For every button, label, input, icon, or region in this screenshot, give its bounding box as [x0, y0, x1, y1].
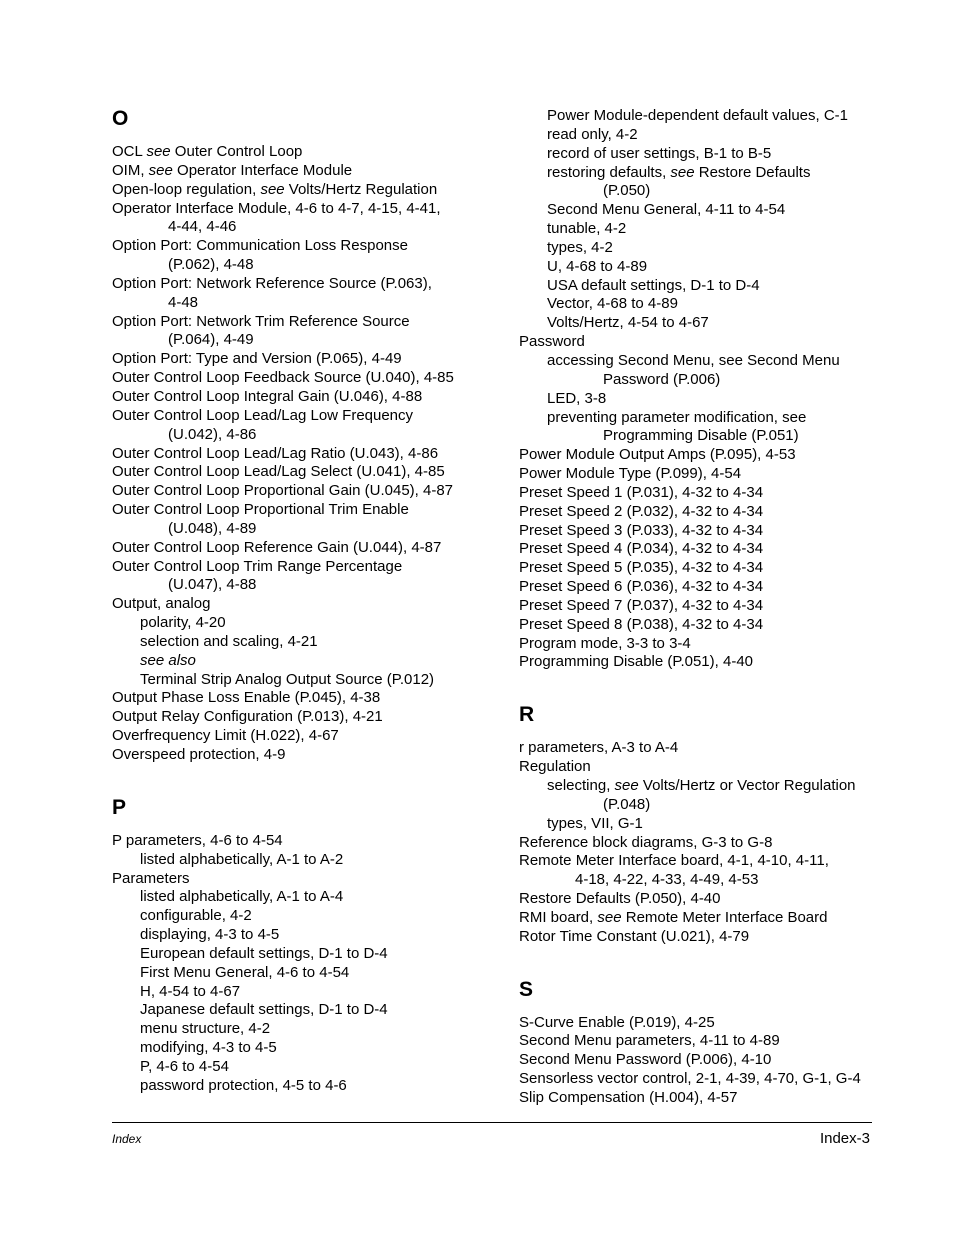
index-letter-heading: P [112, 795, 127, 819]
entry-text: (P.064), 4-49 [168, 331, 254, 349]
entry-text: password protection, 4-5 to 4-6 [140, 1076, 347, 1094]
index-entry [519, 777, 939, 796]
index-entry [112, 1058, 512, 1077]
entry-text: menu structure, 4-2 [140, 1020, 271, 1038]
index-entry [112, 576, 512, 595]
index-entry [112, 218, 512, 237]
index-entry [519, 390, 939, 409]
entry-text: S-Curve Enable (P.019), 4-25 [519, 1013, 715, 1031]
index-entry [112, 256, 512, 275]
entry-text: Outer Control Loop Feedback Source (U.040), 4-85 [112, 369, 454, 387]
entry-text: Overfrequency Limit (H.022), 4-67 [112, 727, 339, 745]
index-entry [519, 277, 939, 296]
index-entry [112, 727, 512, 746]
index-entry [112, 313, 512, 332]
entry-text: Password [519, 333, 585, 351]
entry-text: U, 4-68 to 4-89 [547, 257, 648, 275]
entry-text: selection and scaling, 4-21 [140, 632, 318, 650]
entry-text: Regulation [519, 758, 591, 776]
index-entry [112, 539, 512, 558]
index-entry [519, 635, 939, 654]
index-entry [112, 926, 512, 945]
entry-text: (P.050) [603, 182, 651, 200]
entry-text: Password (P.006) [603, 370, 721, 388]
index-entry [519, 1051, 939, 1070]
entry-text: restoring defaults, [547, 163, 671, 181]
entry-text: P, 4-6 to 4-54 [140, 1057, 229, 1075]
index-letter-heading: O [112, 107, 129, 130]
entry-text: Vector, 4-68 to 4-89 [547, 295, 678, 313]
entry-text: Slip Compensation (H.004), 4-57 [519, 1088, 738, 1106]
index-entry [519, 522, 939, 541]
see-reference: see [260, 180, 285, 198]
entry-text: Preset Speed 1 (P.031), 4-32 to 4-34 [519, 483, 764, 501]
entry-text: (P.048) [603, 795, 651, 813]
index-entry [519, 597, 939, 616]
index-entry [112, 1039, 512, 1058]
index-entry [112, 907, 512, 926]
entry-text: First Menu General, 4-6 to 4-54 [140, 963, 350, 981]
index-entry [112, 888, 512, 907]
entry-text: Rotor Time Constant (U.021), 4-79 [519, 927, 750, 945]
index-entry [112, 1001, 512, 1020]
see-reference: see [597, 908, 622, 926]
index-letter-heading: S [519, 977, 534, 1001]
entry-text: OCL [112, 143, 147, 160]
index-entry [112, 426, 512, 445]
index-entry [112, 964, 512, 983]
entry-text: Option Port: Network Trim Reference Source [112, 312, 410, 330]
entry-text: read only, 4-2 [547, 125, 638, 143]
index-entry [112, 200, 512, 219]
entry-text: Option Port: Network Reference Source (P.063), [112, 274, 432, 292]
index-entry [519, 559, 939, 578]
index-entry [112, 331, 512, 350]
entry-text: USA default settings, D-1 to D-4 [547, 276, 760, 294]
index-entry [519, 1014, 939, 1033]
entry-text: Power Module Type (P.099), 4-54 [519, 465, 742, 483]
index-entry [519, 1070, 939, 1089]
see-reference: see also [140, 651, 196, 669]
entry-text: P parameters, 4-6 to 4-54 [112, 831, 283, 849]
entry-text: types, 4-2 [547, 238, 613, 256]
entry-text: selecting, [547, 777, 615, 794]
entry-text: (P.062), 4-48 [168, 256, 254, 274]
index-entry [519, 314, 939, 333]
index-entry [519, 796, 939, 815]
index-entry [519, 465, 939, 484]
entry-text: Output Phase Loss Enable (P.045), 4-38 [112, 689, 381, 707]
entry-text: Operator Interface Module [172, 161, 353, 179]
entry-text: OIM, [112, 161, 149, 179]
section-spacer [519, 672, 939, 702]
entry-text: Preset Speed 4 (P.034), 4-32 to 4-34 [519, 540, 764, 558]
entry-text: Preset Speed 6 (P.036), 4-32 to 4-34 [519, 578, 764, 596]
index-entry [112, 558, 512, 577]
entry-text: RMI board, [519, 908, 598, 926]
entry-text: LED, 3-8 [547, 389, 607, 407]
index-letter-heading: R [519, 703, 535, 727]
entry-text: Volts/Hertz Regulation [284, 180, 438, 198]
entry-text: accessing Second Menu, see Second Menu [547, 351, 840, 369]
index-entry [112, 445, 512, 464]
index-entry [519, 220, 939, 239]
entry-text: Open-loop regulation, [112, 180, 261, 198]
entry-text: Outer Control Loop Integral Gain (U.046), 4-88 [112, 387, 423, 405]
index-entry [112, 275, 512, 294]
index-entry [519, 371, 939, 390]
entry-text: Output, analog [112, 595, 211, 613]
entry-text: H, 4-54 to 4-67 [140, 982, 241, 1000]
index-entry [519, 758, 939, 777]
index-entry [112, 294, 512, 313]
see-reference: see [614, 777, 639, 794]
index-entry [519, 446, 939, 465]
entry-text: Operator Interface Module, 4-6 to 4-7, 4-15, 4-41, [112, 199, 441, 217]
entry-text: Program mode, 3-3 to 3-4 [519, 634, 691, 652]
entry-text: Overspeed protection, 4-9 [112, 746, 286, 763]
entry-text: Sensorless vector control, 2-1, 4-39, 4-70, G-1, G-4 [519, 1070, 861, 1088]
index-entry [519, 909, 939, 928]
index-entry [519, 126, 939, 145]
index-entry [112, 181, 512, 200]
index-entry [112, 633, 512, 652]
entry-text: types, VII, G-1 [547, 814, 643, 832]
entry-text: Volts/Hertz, 4-54 to 4-67 [547, 314, 709, 332]
index-entry [112, 671, 512, 690]
index-entry [519, 333, 939, 352]
entry-text: Programming Disable (P.051), 4-40 [519, 653, 754, 671]
entry-text: Second Menu parameters, 4-11 to 4-89 [519, 1032, 780, 1050]
index-entry [519, 164, 939, 183]
index-entry [519, 871, 939, 890]
entry-text: Outer Control Loop [170, 143, 303, 160]
index-entry [112, 945, 512, 964]
entry-text: listed alphabetically, A-1 to A-2 [140, 850, 344, 868]
index-entry [519, 1032, 939, 1051]
see-reference: see [670, 163, 695, 181]
entry-text: European default settings, D-1 to D-4 [140, 944, 388, 962]
entry-text: r parameters, A-3 to A-4 [519, 739, 679, 757]
index-entry [112, 482, 512, 501]
entry-text: preventing parameter modification, see [547, 408, 807, 426]
entry-text: record of user settings, B-1 to B-5 [547, 144, 772, 162]
index-entry [519, 352, 939, 371]
entry-text: configurable, 4-2 [140, 907, 252, 925]
footer-page-number: Index-3 [819, 1130, 870, 1147]
footer-rule [112, 1122, 872, 1123]
index-entry [112, 1020, 512, 1039]
index-entry [112, 520, 512, 539]
entry-text: Option Port: Type and Version (P.065), 4-49 [112, 350, 402, 368]
entry-text: Preset Speed 5 (P.035), 4-32 to 4-34 [519, 559, 764, 577]
index-entry [519, 852, 939, 871]
index-entry [112, 870, 512, 889]
see-reference: see [148, 161, 173, 179]
entry-text: Remote Meter Interface Board [621, 908, 828, 926]
index-entry [112, 463, 512, 482]
index-entry [112, 1077, 512, 1096]
entry-text: Parameters [112, 869, 190, 887]
entry-text: Reference block diagrams, G-3 to G-8 [519, 833, 773, 851]
index-entry [519, 182, 939, 201]
entry-text: Programming Disable (P.051) [603, 427, 799, 445]
entry-text: Preset Speed 3 (P.033), 4-32 to 4-34 [519, 521, 764, 539]
index-entry [519, 540, 939, 559]
index-entry [112, 501, 512, 520]
entry-text: listed alphabetically, A-1 to A-4 [140, 888, 344, 906]
index-entry [519, 616, 939, 635]
index-entry [519, 928, 939, 947]
index-entry [519, 834, 939, 853]
entry-text: polarity, 4-20 [140, 614, 226, 632]
index-entry [112, 143, 512, 162]
index-entry [112, 162, 512, 181]
index-entry [112, 652, 512, 671]
index-entry [112, 983, 512, 1002]
entry-text: tunable, 4-2 [547, 220, 627, 238]
index-entry [112, 350, 512, 369]
entry-text: Outer Control Loop Lead/Lag Ratio (U.043), 4-86 [112, 444, 439, 462]
entry-text: Preset Speed 8 (P.038), 4-32 to 4-34 [519, 615, 764, 633]
see-reference: see [146, 143, 171, 160]
index-entry [519, 739, 939, 758]
index-entry [112, 614, 512, 633]
entry-text: Restore Defaults [694, 163, 811, 181]
entry-text: Preset Speed 2 (P.032), 4-32 to 4-34 [519, 502, 764, 520]
entry-text: (U.047), 4-88 [168, 576, 257, 594]
entry-text: Volts/Hertz or Vector Regulation [638, 777, 856, 794]
footer-section-label: Index [112, 1132, 142, 1146]
index-entry [519, 145, 939, 164]
entry-text: Second Menu Password (P.006), 4-10 [519, 1051, 772, 1069]
index-entry [519, 890, 939, 909]
entry-text: 4-44, 4-46 [168, 218, 237, 236]
entry-text: Output Relay Configuration (P.013), 4-21 [112, 708, 383, 726]
entry-text: Remote Meter Interface board, 4-1, 4-10, 4-11, [519, 852, 829, 870]
index-entry [112, 369, 512, 388]
entry-text: Outer Control Loop Trim Range Percentage [112, 557, 403, 575]
index-entry [519, 258, 939, 277]
index-entry [112, 832, 512, 851]
entry-text: Outer Control Loop Reference Gain (U.044), 4-87 [112, 538, 442, 556]
index-entry [112, 708, 512, 727]
index-entry [519, 427, 939, 446]
index-entry [112, 746, 512, 765]
entry-text: Power Module Output Amps (P.095), 4-53 [519, 446, 796, 464]
entry-text: Outer Control Loop Lead/Lag Select (U.041), 4-85 [112, 463, 445, 481]
entry-text: 4-48 [168, 293, 199, 311]
entry-text: Option Port: Communication Loss Response [112, 237, 408, 255]
entry-text: Restore Defaults (P.050), 4-40 [519, 890, 721, 908]
index-entry [112, 237, 512, 256]
index-entry [519, 578, 939, 597]
entry-text: modifying, 4-3 to 4-5 [140, 1039, 277, 1057]
entry-text: Japanese default settings, D-1 to D-4 [140, 1001, 388, 1019]
entry-text: (U.048), 4-89 [168, 519, 257, 537]
index-entry [112, 595, 512, 614]
section-spacer [519, 947, 939, 977]
index-entry [112, 851, 512, 870]
entry-text: Preset Speed 7 (P.037), 4-32 to 4-34 [519, 596, 764, 614]
entry-text: Second Menu General, 4-11 to 4-54 [547, 201, 786, 219]
entry-text: 4-18, 4-22, 4-33, 4-49, 4-53 [575, 871, 759, 889]
entry-text: (U.042), 4-86 [168, 425, 257, 443]
index-entry [519, 201, 939, 220]
index-entry [519, 815, 939, 834]
index-entry [519, 409, 939, 428]
entry-text: Terminal Strip Analog Output Source (P.012) [140, 670, 435, 688]
index-entry [112, 407, 512, 426]
section-spacer [112, 765, 512, 795]
index-entry [519, 107, 939, 126]
entry-text: Outer Control Loop Proportional Trim Enable [112, 501, 409, 519]
index-entry [112, 689, 512, 708]
entry-text: Power Module-dependent default values, C-1 [547, 107, 849, 124]
index-entry [519, 484, 939, 503]
index-entry [519, 295, 939, 314]
entry-text: displaying, 4-3 to 4-5 [140, 926, 280, 944]
entry-text: Outer Control Loop Proportional Gain (U.045), 4-87 [112, 482, 454, 500]
index-entry [519, 503, 939, 522]
entry-text: Outer Control Loop Lead/Lag Low Frequency [112, 406, 414, 424]
index-column-left [112, 106, 512, 1096]
index-entry [519, 1089, 939, 1108]
index-column-right [519, 107, 939, 1108]
index-entry [112, 388, 512, 407]
index-entry [519, 239, 939, 258]
index-entry [519, 653, 939, 672]
